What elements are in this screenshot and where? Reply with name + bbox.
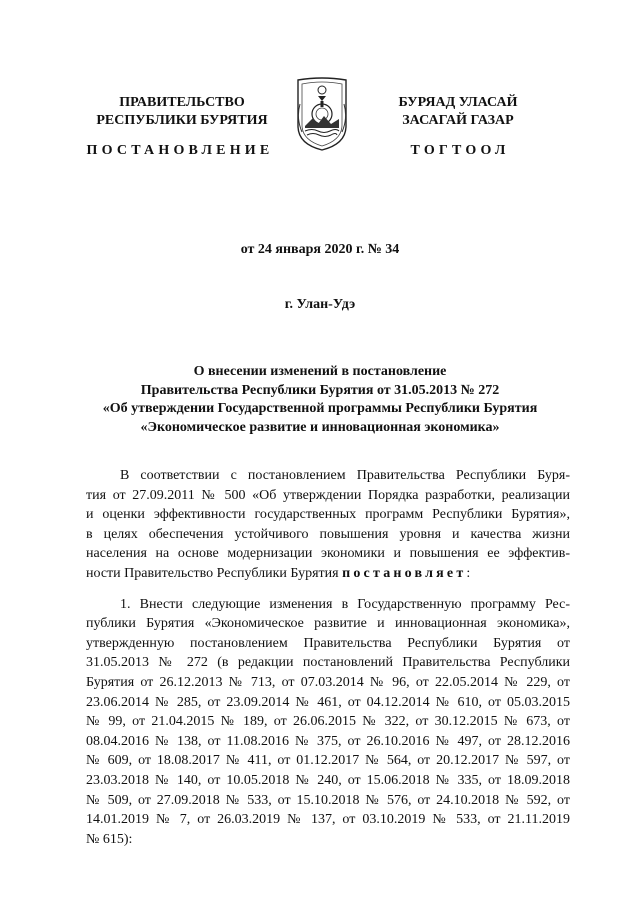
clause-line: утвержденную постановлением Правительства Республики Бурятия от: [86, 635, 570, 651]
clause-line: 08.04.2016 № 138, от 11.08.2016 № 375, от 26.10.2016 № 497, от 28.12.2016: [86, 733, 570, 749]
header-authority-russian: [82, 94, 282, 130]
clause-line-final: № 615):: [86, 831, 133, 847]
clause-line: 23.03.2018 № 140, от 10.05.2018 № 240, от 15.06.2018 № 335, от 18.09.2018: [86, 772, 570, 788]
preamble-line: в целях обеспечения устойчивого повышения уровня и качества жизни: [86, 526, 570, 542]
clause-line: 1. Внести следующие изменения в Государственную программу Рес-: [120, 596, 570, 612]
clause-1-paragraph: [86, 595, 570, 850]
decree-type-buryat: ТОГТООЛ: [410, 143, 510, 158]
resolves-word: постановляет: [342, 565, 467, 581]
preamble-colon: :: [466, 565, 471, 581]
decree-city: г. Улан-Удэ: [284, 297, 356, 312]
clause-line: № 609, от 18.08.2017 № 411, от 01.12.2017 № 564, от 20.12.2017 № 597, от: [86, 753, 570, 769]
preamble-line: и оценки эффективности государственных программ Республики Бурятия»,: [86, 507, 570, 523]
preamble-line: тия от 27.09.2011 № 500 «Об утверждении Порядка разработки, реализации: [86, 487, 570, 503]
decree-body: [86, 466, 570, 849]
header-left-line-2: РЕСПУБЛИКИ БУРЯТИЯ: [96, 113, 268, 128]
clause-line: 14.01.2019 № 7, от 26.03.2019 № 137, от 03.10.2019 № 533, от 21.11.2019: [86, 812, 570, 828]
decree-title: [60, 363, 580, 437]
coat-of-arms-icon: [294, 74, 350, 152]
header-right-line-2: ЗАСАГАЙ ГАЗАР: [402, 113, 514, 128]
decree-type-russian: ПОСТАНОВЛЕНИЕ: [86, 143, 274, 158]
preamble-line: В соответствии с постановлением Правительства Республики Буря-: [120, 468, 570, 483]
clause-line: 31.05.2013 № 272 (в редакции постановлений Правительства Республики: [86, 655, 570, 671]
title-line-2: Правительства Республики Бурятия от 31.05.2013 № 272: [140, 382, 500, 398]
title-line-3: «Об утверждении Государственной программы Республики Бурятия: [102, 401, 538, 416]
clause-line: № 509, от 27.09.2018 № 533, от 15.10.2018 № 576, от 24.10.2018 № 592, от: [86, 792, 570, 808]
preamble-line-final: [86, 564, 570, 584]
preamble-paragraph: [86, 466, 570, 584]
header-authority-buryat: [358, 94, 558, 130]
decree-date-number: от 24 января 2020 г. № 34: [240, 242, 400, 257]
clause-line: публики Бурятия «Экономическое развитие и инновационная экономика»,: [86, 616, 570, 632]
clause-line: № 99, от 21.04.2015 № 189, от 26.06.2015 № 322, от 30.12.2015 № 673, от: [86, 714, 570, 730]
preamble-line-text: ности Правительство Республики Бурятия: [86, 565, 339, 581]
preamble-line: населения на основе модернизации экономики и повышения ее эффектив-: [86, 546, 570, 562]
header-right-line-1: БУРЯАД УЛАСАЙ: [398, 95, 518, 110]
title-line-4: «Экономическое развитие и инновационная экономика»: [140, 419, 500, 435]
clause-line: Бурятия от 26.12.2013 № 713, от 07.03.2014 № 96, от 22.05.2014 № 229, от: [86, 674, 570, 690]
title-line-1: О внесении изменений в постановление: [193, 364, 447, 379]
header-left-line-1: ПРАВИТЕЛЬСТВО: [119, 95, 245, 110]
clause-line: 23.06.2014 № 285, от 23.09.2014 № 461, от 04.12.2014 № 610, от 05.03.2015: [86, 694, 570, 710]
